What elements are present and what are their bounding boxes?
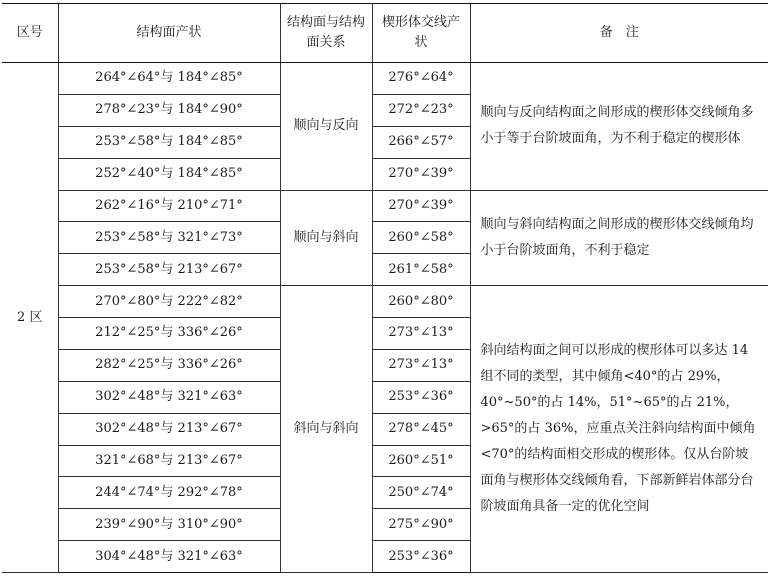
- wedge-cell: 253°∠36°: [372, 541, 470, 573]
- structure-cell: 212°∠25°与 336°∠26°: [58, 318, 280, 350]
- wedge-cell: 273°∠13°: [372, 349, 470, 381]
- remark-cell: 顺向与反向结构面之间形成的楔形体交线倾角多小于等于台阶坡面角，为不利于稳定的楔形体: [470, 63, 768, 191]
- header-row: [2, 4, 768, 63]
- wedge-cell: 278°∠45°: [372, 413, 470, 445]
- wedge-cell: 253°∠36°: [372, 381, 470, 413]
- header-remark: 备 注: [470, 4, 768, 63]
- structure-cell: 302°∠48°与 321°∠63°: [58, 381, 280, 413]
- structure-cell: 321°∠68°与 213°∠67°: [58, 445, 280, 477]
- table-row: [2, 63, 768, 95]
- remark-cell: 斜向结构面之间可以形成的楔形体可以多达 14 组不同的类型，其中倾角<40°的占 29%，40°~50°的占 14%，51°~65°的占 21%，>65°的占 36%，应重点关注斜向结构面中倾角<70°的结构面相交形成的楔形体。仅从台阶坡面角与楔形体交线倾角看，下部新鲜岩体部分台阶坡面角具备一定的优化空间: [470, 286, 768, 573]
- structure-cell: 264°∠64°与 184°∠85°: [58, 63, 280, 95]
- wedge-cell: 272°∠23°: [372, 94, 470, 126]
- wedge-cell: 273°∠13°: [372, 318, 470, 350]
- structure-cell: 304°∠48°与 321°∠63°: [58, 541, 280, 573]
- structure-cell: 278°∠23°与 184°∠90°: [58, 94, 280, 126]
- wedge-cell: 260°∠58°: [372, 222, 470, 254]
- structure-cell: 244°∠74°与 292°∠78°: [58, 477, 280, 509]
- structure-cell: 239°∠90°与 310°∠90°: [58, 509, 280, 541]
- wedge-cell: 266°∠57°: [372, 126, 470, 158]
- wedge-cell: 275°∠90°: [372, 509, 470, 541]
- structure-cell: 282°∠25°与 336°∠26°: [58, 349, 280, 381]
- relation-cell: 顺向与斜向: [280, 190, 372, 286]
- wedge-cell: 270°∠39°: [372, 158, 470, 190]
- table-body: [2, 63, 768, 573]
- header-relation: 结构面与结构面关系: [280, 4, 372, 63]
- structure-cell: 253°∠58°与 321°∠73°: [58, 222, 280, 254]
- wedge-cell: 260°∠80°: [372, 286, 470, 318]
- wedge-cell: 260°∠51°: [372, 445, 470, 477]
- structure-cell: 262°∠16°与 210°∠71°: [58, 190, 280, 222]
- wedge-cell: 270°∠39°: [372, 190, 470, 222]
- wedge-cell: 250°∠74°: [372, 477, 470, 509]
- relation-cell: 顺向与反向: [280, 63, 372, 191]
- wedge-cell: 261°∠58°: [372, 254, 470, 286]
- relation-cell: 斜向与斜向: [280, 286, 372, 573]
- header-wedge: 楔形体交线产状: [372, 4, 470, 63]
- table-row: [2, 286, 768, 318]
- structure-cell: 302°∠48°与 213°∠67°: [58, 413, 280, 445]
- header-zone: 区号: [2, 4, 58, 63]
- wedge-analysis-table: [2, 3, 768, 573]
- zone-cell: 2 区: [2, 63, 58, 573]
- structure-cell: 253°∠58°与 213°∠67°: [58, 254, 280, 286]
- structure-cell: 252°∠40°与 184°∠85°: [58, 158, 280, 190]
- structure-cell: 253°∠58°与 184°∠85°: [58, 126, 280, 158]
- header-structure: 结构面产状: [58, 4, 280, 63]
- remark-cell: 顺向与斜向结构面之间形成的楔形体交线倾角均小于台阶坡面角，不利于稳定: [470, 190, 768, 286]
- wedge-cell: 276°∠64°: [372, 63, 470, 95]
- structure-cell: 270°∠80°与 222°∠82°: [58, 286, 280, 318]
- table-row: [2, 190, 768, 222]
